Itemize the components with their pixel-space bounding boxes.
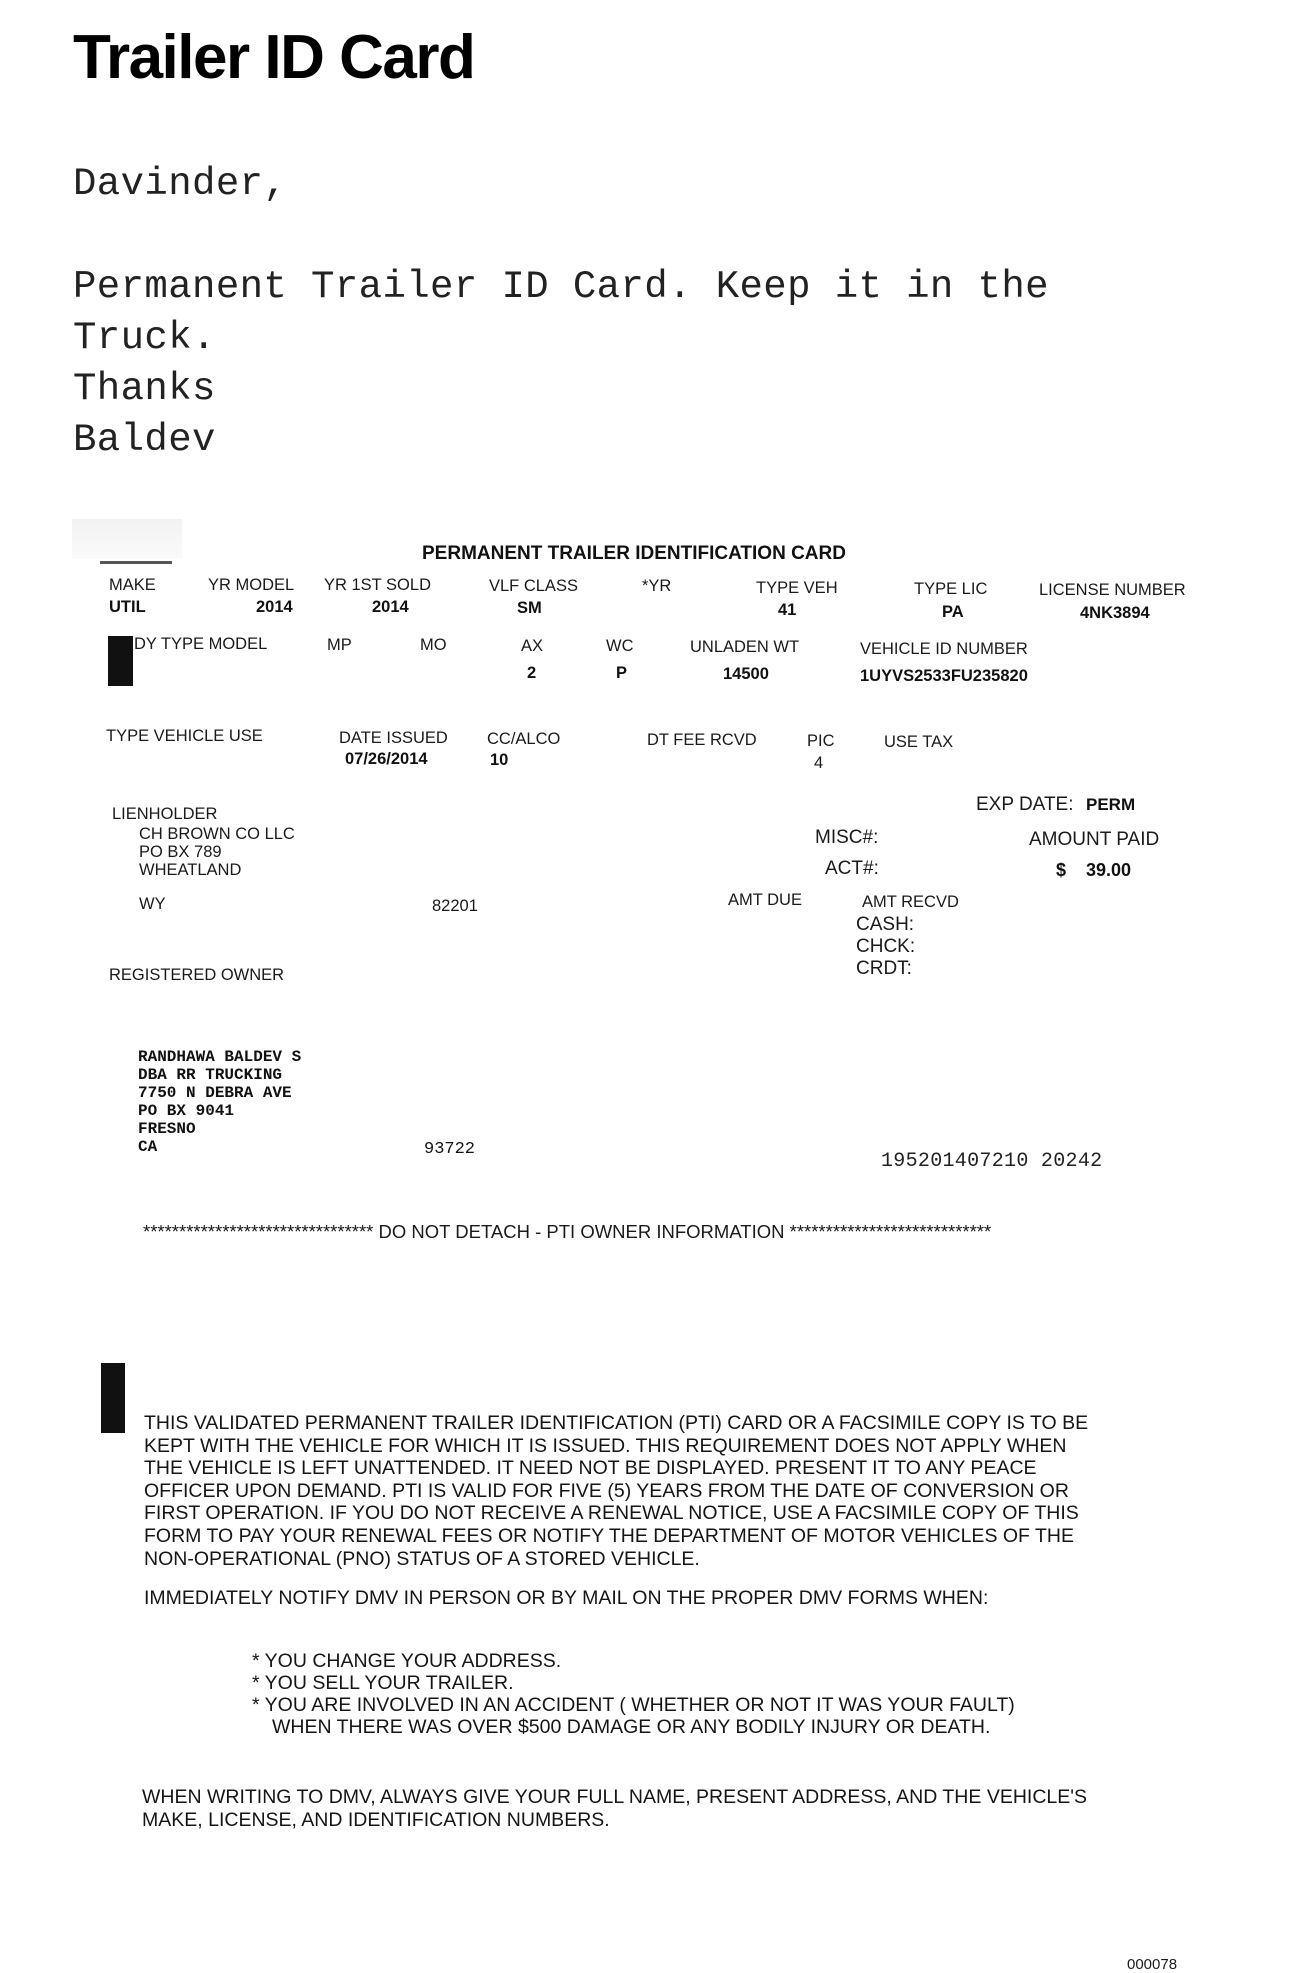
dt-fee-rcvd-label: DT FEE RCVD xyxy=(647,731,757,749)
exp-date-label: EXP DATE: xyxy=(976,794,1074,815)
owner-line: 7750 N DEBRA AVE xyxy=(138,1084,292,1102)
ax-label: AX xyxy=(521,637,544,655)
unladen-wt-value: 14500 xyxy=(723,665,769,683)
type-veh-label: TYPE VEH xyxy=(756,579,838,597)
instructions-paragraph: THIS VALIDATED PERMANENT TRAILER IDENTIFICATION (PTI) CARD OR A FACSIMILE COPY IS TO BE KEPT WITH THE VEHICLE FOR WHICH IT IS ISSUED. THIS REQUIREMENT DOES NOT APPLY WHEN THE VEHICLE IS LEFT UNATTENDED. IT NEED NOT BE DISPLAYED. PRESENT IT TO ANY PEACE OFFICER UPON DEMAND. PTI IS VALID FOR FIVE (5) YEARS FROM THE DATE OF CONVERSION OR FIRST OPERATION. IF YOU DO NOT RECEIVE A RENEWAL NOTICE, USE A FACSIMILE COPY OF THIS FORM TO PAY YOUR RENEWAL FEES OR NOTIFY THE DEPARTMENT OF MOTOR VEHICLES OF THE NON-OPERATIONAL (PNO) STATUS OF A STORED VEHICLE. xyxy=(144,1412,1089,1570)
wc-value: P xyxy=(616,664,628,682)
owner-line: FRESNO xyxy=(138,1120,196,1138)
bullet-item: * YOU ARE INVOLVED IN AN ACCIDENT ( WHETHER OR NOT IT WAS YOUR FAULT) xyxy=(252,1694,1015,1716)
lienholder-name: CH BROWN CO LLC xyxy=(139,825,295,843)
notify-heading: IMMEDIATELY NOTIFY DMV IN PERSON OR BY MAIL ON THE PROPER DMV FORMS WHEN: xyxy=(144,1587,989,1609)
chck-label: CHCK: xyxy=(856,936,916,957)
scan-mark xyxy=(100,561,172,564)
vin-value: 1UYVS2533FU235820 xyxy=(860,667,1028,685)
yr-model-value: 2014 xyxy=(256,598,293,616)
use-tax-label: USE TAX xyxy=(884,733,954,751)
exp-date-value: PERM xyxy=(1086,795,1136,814)
date-issued-value: 07/26/2014 xyxy=(345,750,428,768)
type-lic-value: PA xyxy=(942,603,964,621)
redaction-bar xyxy=(101,1363,125,1433)
make-value: UTIL xyxy=(109,598,146,616)
cash-label: CASH: xyxy=(856,914,915,935)
bullet-item: WHEN THERE WAS OVER $500 DAMAGE OR ANY BODILY INJURY OR DEATH. xyxy=(272,1716,991,1738)
mp-label: MP xyxy=(327,636,352,654)
type-vehicle-use-label: TYPE VEHICLE USE xyxy=(106,727,263,745)
bullet-item: * YOU CHANGE YOUR ADDRESS. xyxy=(252,1650,562,1672)
note-line: Thanks xyxy=(73,367,216,411)
amt-due-label: AMT DUE xyxy=(728,891,802,909)
note-line: Davinder, xyxy=(73,162,288,206)
pic-value: 4 xyxy=(814,754,824,772)
lienholder-city: WHEATLAND xyxy=(139,861,242,879)
vlf-class-value: SM xyxy=(517,599,542,617)
body-type-model-value: F xyxy=(122,664,133,682)
owner-line: RANDHAWA BALDEV S xyxy=(138,1048,302,1066)
lienholder-label: LIENHOLDER xyxy=(112,805,218,823)
unladen-wt-label: UNLADEN WT xyxy=(690,638,800,656)
detach-line: ******************************** DO NOT DETACH - PTI OWNER INFORMATION **************************** xyxy=(143,1221,992,1242)
note-line: Truck. xyxy=(73,316,216,360)
misc-label: MISC#: xyxy=(815,827,879,848)
yr-model-label: YR MODEL xyxy=(208,576,295,594)
license-number-value: 4NK3894 xyxy=(1080,604,1150,622)
lienholder-state: WY xyxy=(139,895,166,913)
page-title: Trailer ID Card xyxy=(73,23,475,92)
amt-recvd-label: AMT RECVD xyxy=(862,893,959,911)
registered-owner-label: REGISTERED OWNER xyxy=(109,966,285,984)
owner-line: DBA RR TRUCKING xyxy=(138,1066,283,1084)
amount-paid-value: $ 39.00 xyxy=(1056,860,1132,880)
pic-label: PIC xyxy=(807,732,835,750)
vin-label: VEHICLE ID NUMBER xyxy=(860,640,1028,658)
lienholder-address: PO BX 789 xyxy=(139,843,222,861)
bullet-item: * YOU SELL YOUR TRAILER. xyxy=(252,1672,514,1694)
yr-first-sold-value: 2014 xyxy=(372,598,409,616)
writing-instructions: WHEN WRITING TO DMV, ALWAYS GIVE YOUR FULL NAME, PRESENT ADDRESS, AND THE VEHICLE'S MAKE, LICENSE, AND IDENTIFICATION NUMBERS. xyxy=(142,1786,1087,1831)
mo-label: MO xyxy=(420,636,447,654)
ax-value: 2 xyxy=(527,664,537,682)
vlf-class-label: VLF CLASS xyxy=(489,577,578,595)
yr-label: *YR xyxy=(642,577,672,595)
type-lic-label: TYPE LIC xyxy=(914,580,988,598)
note-line: Baldev xyxy=(73,418,216,462)
owner-zip: 93722 xyxy=(424,1140,476,1159)
card-heading: PERMANENT TRAILER IDENTIFICATION CARD xyxy=(422,543,846,564)
owner-line: CA xyxy=(138,1138,158,1156)
yr-first-sold-label: YR 1ST SOLD xyxy=(324,576,431,594)
make-label: MAKE xyxy=(109,576,156,594)
crdt-label: CRDT: xyxy=(856,958,912,979)
note-line: Permanent Trailer ID Card. Keep it in the xyxy=(73,265,1049,309)
page-number: 000078 xyxy=(1127,1956,1178,1973)
wc-label: WC xyxy=(606,637,634,655)
type-veh-value: 41 xyxy=(778,601,797,619)
date-issued-label: DATE ISSUED xyxy=(339,729,448,747)
body-type-model-label: DY TYPE MODEL xyxy=(134,635,268,653)
document-number: 195201407210 20242 xyxy=(881,1150,1103,1173)
scan-smudge xyxy=(72,519,182,559)
license-number-label: LICENSE NUMBER xyxy=(1039,581,1186,599)
act-label: ACT#: xyxy=(825,858,879,879)
lienholder-zip: 82201 xyxy=(432,897,478,915)
owner-line: PO BX 9041 xyxy=(138,1102,235,1120)
amount-paid-label: AMOUNT PAID xyxy=(1029,829,1160,850)
cc-alco-value: 10 xyxy=(490,751,509,769)
cc-alco-label: CC/ALCO xyxy=(487,730,561,748)
